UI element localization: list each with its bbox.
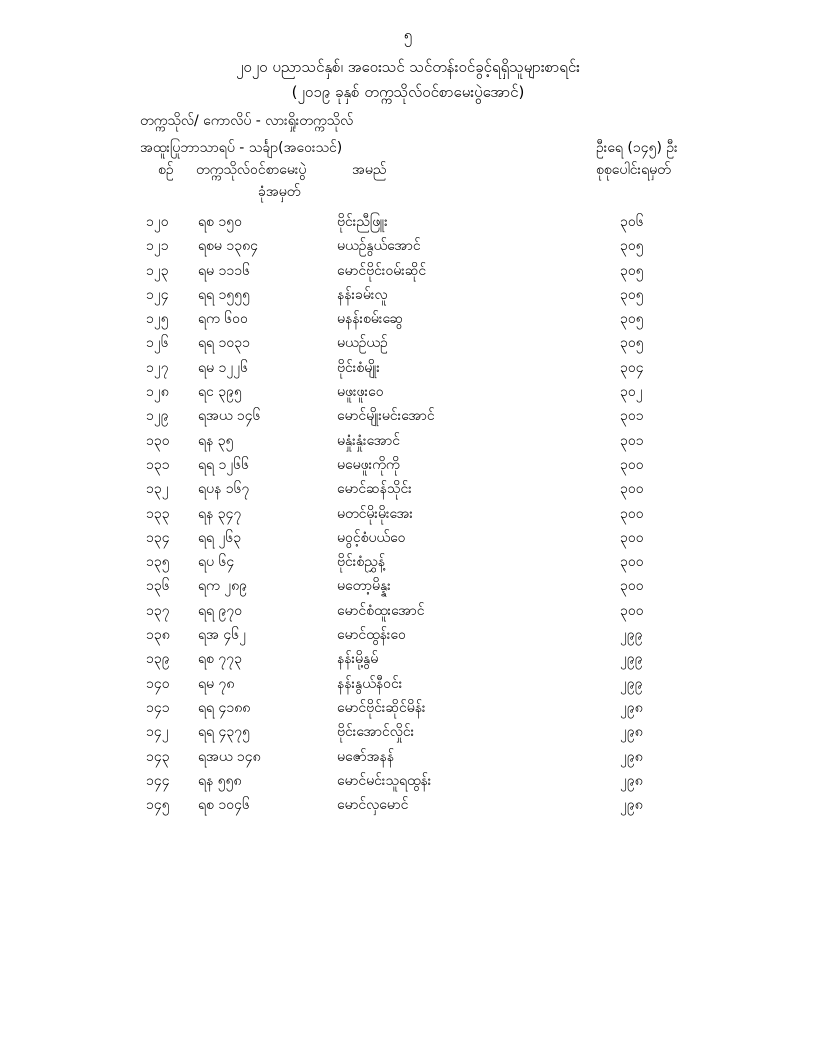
document-title: ၂၀၂၀ ပညာသင်နှစ်၊ အဝေးသင် သင်တန်းဝင်ခွင့်ရရှိသူများစာရင်း: [236, 58, 580, 76]
row-number: ၁၃၃: [146, 505, 170, 522]
table-row: [0, 552, 816, 576]
row-number: ၁၄၀: [146, 675, 170, 692]
row-number: ၁၂၄: [146, 286, 169, 303]
row-number: ၁၃၉: [146, 651, 170, 668]
row-name: မောင်မျိုးမင်းအောင်: [337, 408, 435, 425]
header-no: စဉ်: [158, 162, 174, 178]
row-number: ၁၃၂: [146, 481, 169, 498]
row-marks: ၃၀၅: [620, 286, 644, 303]
table-row: [0, 406, 816, 430]
page-number: ၅: [403, 26, 413, 44]
row-marks: ၂၉၉: [620, 675, 643, 692]
row-roll-number: ရန ၃၄၇: [198, 505, 242, 522]
student-table: [0, 212, 816, 819]
row-marks: ၃၀၆: [620, 214, 644, 230]
row-number: ၁၂၈: [146, 384, 169, 401]
row-name: ဗိုင်းအောင်လှိုင်း: [337, 724, 415, 741]
row-name: မတော့မိန္နး: [337, 578, 391, 595]
student-count: ဦးရေ (၁၄၅) ဦး: [596, 140, 678, 156]
row-roll-number: ရမ ၇၈: [198, 675, 235, 692]
row-number: ၁၄၄: [146, 772, 170, 789]
row-name: မတင်မိုးမိုးအေး: [337, 505, 413, 522]
table-row: [0, 576, 816, 600]
row-marks: ၂၉၈: [620, 797, 643, 814]
table-row: [0, 747, 816, 771]
header-name: အမည်: [352, 162, 387, 178]
row-roll-number: ရရ ၄၃၇၅: [198, 724, 251, 741]
row-roll-number: ရပ ၆၄: [198, 554, 235, 571]
table-row: [0, 382, 816, 406]
row-marks: ၂၉၈: [620, 772, 643, 789]
table-row: [0, 455, 816, 479]
row-marks: ၃၀၀: [620, 456, 644, 473]
row-marks: ၂၉၉: [620, 627, 643, 644]
table-row: [0, 333, 816, 357]
row-name: နန်းခမ်းလူ: [337, 286, 388, 303]
university-line: တက္ကသိုလ်/ ကောလိပ် - လားရှိုးတက္ကသိုလ်: [140, 113, 354, 129]
row-name: မောင်ဗိုင်းဝမ်းဆိုင်: [337, 262, 427, 279]
document-subtitle: (၂၀၁၉ ခုနှစ် တက္ကသိုလ်ဝင်စာမေးပွဲအောင်): [291, 83, 525, 101]
table-row: [0, 236, 816, 260]
row-roll-number: ရက ၆၀၀: [198, 311, 248, 328]
table-row: [0, 528, 816, 552]
row-number: ၁၄၂: [146, 724, 169, 741]
row-name: မနှုံးနှုံးအောင်: [337, 432, 400, 449]
row-roll-number: ရစမ ၁၃၈၄: [198, 238, 258, 255]
row-marks: ၂၉၈: [620, 748, 643, 765]
table-row: [0, 285, 816, 309]
row-roll-number: ရရ ၁၅၅၅: [198, 286, 251, 303]
row-number: ၁၂၃: [146, 262, 169, 279]
row-name: ဗိုင်းညီဖြူး: [337, 214, 388, 230]
row-marks: ၃၀၀: [620, 602, 644, 619]
row-roll-number: ရက ၂၈၉: [198, 578, 247, 595]
row-name: မောင်မင်းသူရထွန်း: [337, 772, 432, 789]
row-marks: ၃၀၁: [620, 408, 644, 425]
row-number: ၁၄၁: [146, 699, 170, 716]
row-name: မမေဖူးကိုကို: [337, 456, 400, 473]
header-roll-number: ခုံအမှတ်: [258, 184, 301, 200]
row-name: မဝွင့်စံပယ်ဝေ: [337, 529, 406, 546]
row-number: ၁၂၀: [146, 214, 169, 230]
row-marks: ၃၀၅: [620, 311, 644, 328]
row-name: မဖူးဖူးဝေ: [337, 384, 384, 401]
row-marks: ၃၀၄: [620, 359, 644, 376]
row-number: ၁၂၅: [146, 311, 169, 328]
row-number: ၁၂၁: [146, 238, 169, 255]
row-roll-number: ရစ ၇၇၃: [198, 651, 242, 668]
row-marks: ၃၀၀: [620, 554, 644, 571]
row-marks: ၃၀၀: [620, 481, 644, 498]
row-name: ဗိုင်းစံညွှန့်: [337, 554, 385, 571]
row-roll-number: ရရ ၁၂၆၆: [198, 456, 250, 473]
row-marks: ၃၀၀: [620, 529, 644, 546]
row-marks: ၃၀၂: [620, 384, 643, 401]
table-row: [0, 261, 816, 285]
row-number: ၁၃၇: [146, 602, 170, 619]
table-row: [0, 674, 816, 698]
row-marks: ၂၉၈: [620, 699, 643, 716]
row-roll-number: ရရ ၁၀၃၁: [198, 335, 251, 352]
row-roll-number: ရစ ၁၀၄၆: [198, 797, 250, 814]
row-number: ၁၂၇: [146, 359, 169, 376]
table-row: [0, 698, 816, 722]
row-marks: ၂၉၉: [620, 651, 643, 668]
row-name: မောင်ထွန်းဝေ: [337, 627, 406, 644]
table-row: [0, 479, 816, 503]
row-roll-number: ရရ ၂၆၃: [198, 529, 242, 546]
row-number: ၁၂၉: [146, 408, 169, 425]
header-roll: တက္ကသိုလ်ဝင်စာမေးပွဲ: [196, 162, 307, 178]
row-roll-number: ရရ ၄၁၈၈: [198, 699, 251, 716]
row-roll-number: ရမ ၁၁၁၆: [198, 262, 250, 279]
row-name: မဇော်အနန်: [337, 748, 395, 765]
table-row: [0, 431, 816, 455]
table-row: [0, 722, 816, 746]
row-marks: ၃၀၅: [620, 335, 644, 352]
row-name: မောင်စံထူးအောင်: [337, 602, 425, 619]
row-name: မောင်လှမောင်: [337, 797, 409, 814]
row-number: ၁၂၆: [146, 335, 169, 352]
row-marks: ၃၀၅: [620, 238, 644, 255]
row-roll-number: ရပန ၁၆၇: [198, 481, 250, 498]
row-name: ဗိုင်းစံမျိုး: [337, 359, 380, 376]
row-roll-number: ရစ ၁၅၀: [198, 214, 242, 230]
row-number: ၁၃၁: [146, 456, 170, 473]
row-marks: ၃၀၀: [620, 578, 644, 595]
table-row: [0, 771, 816, 795]
row-roll-number: ရမ ၁၂၂၆: [198, 359, 248, 376]
row-name: မယဉ်နွယ်အောင်: [337, 238, 421, 255]
header-marks: စုစုပေါင်းရမှတ်: [596, 162, 671, 178]
row-name: မယဉ်ယဉ်: [337, 335, 388, 352]
row-roll-number: ရအယ ၁၄၆: [198, 408, 261, 425]
row-marks: ၃၀၁: [620, 432, 644, 449]
row-roll-number: ရန ၅၅၈: [198, 772, 242, 789]
row-name: နန်းမို့နွမ်: [337, 651, 379, 668]
row-marks: ၂၉၈: [620, 724, 643, 741]
row-roll-number: ရအ ၄၆၂: [198, 627, 246, 644]
row-name: နန်းနွယ်နီဝင်း: [337, 675, 403, 692]
row-number: ၁၄၃: [146, 748, 170, 765]
row-roll-number: ရန ၃၅: [198, 432, 234, 449]
row-number: ၁၃၀: [146, 432, 170, 449]
row-number: ၁၃၈: [146, 627, 170, 644]
table-row: [0, 601, 816, 625]
row-roll-number: ရအယ ၁၄၈: [198, 748, 261, 765]
table-row: [0, 358, 816, 382]
row-marks: ၃၀၀: [620, 505, 644, 522]
row-number: ၁၃၆: [146, 578, 170, 595]
table-row: [0, 504, 816, 528]
row-number: ၁၃၅: [146, 554, 170, 571]
table-row: [0, 795, 816, 819]
table-row: [0, 212, 816, 236]
row-name: မောင်ဗိုင်းဆိုင်မိန်း: [337, 699, 426, 716]
row-roll-number: ရရ ၉၇၀: [198, 602, 243, 619]
row-marks: ၃၀၅: [620, 262, 644, 279]
row-name: မနန်းစမ်းဆွေ: [337, 311, 404, 328]
table-row: [0, 309, 816, 333]
row-number: ၁၃၄: [146, 529, 170, 546]
row-roll-number: ရင ၃၉၅: [198, 384, 242, 401]
row-number: ၁၄၅: [146, 797, 170, 814]
table-row: [0, 649, 816, 673]
row-name: မောင်ဆန်သိုင်း: [337, 481, 412, 498]
subject-line: အထူးပြုဘာသာရပ် - သင်္ချာ(အဝေးသင်): [140, 140, 343, 156]
table-row: [0, 625, 816, 649]
